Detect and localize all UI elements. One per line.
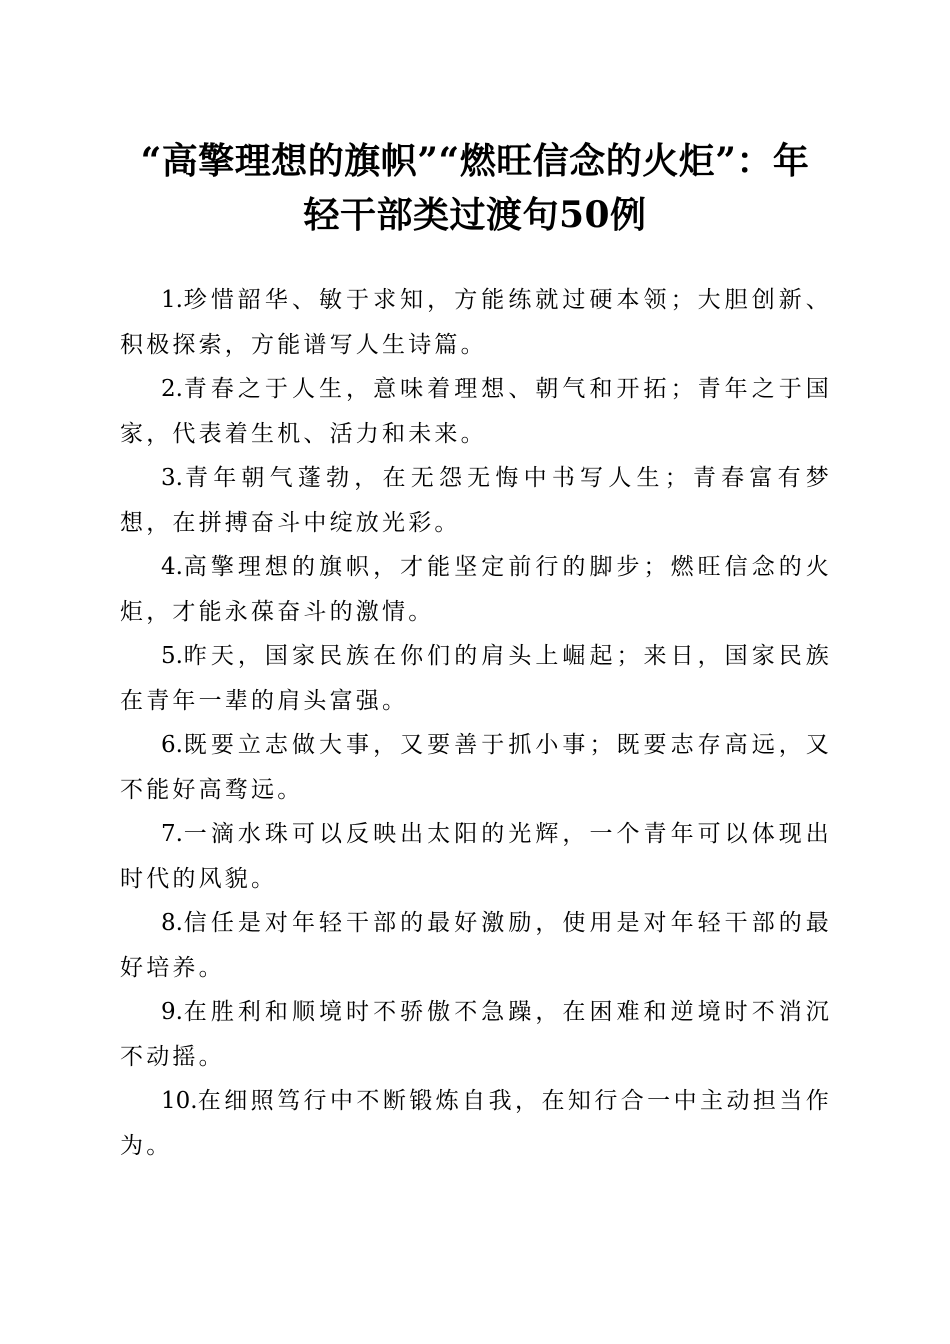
item-text: 一滴水珠可以反映出太阳的光辉，一个青年可以体现出时代的风貌。 [120, 821, 832, 892]
list-item [120, 1079, 832, 1168]
list-item [120, 812, 832, 901]
list-item [120, 990, 832, 1079]
item-number: 8. [161, 910, 183, 936]
item-number: 9. [161, 999, 183, 1025]
list-item [120, 456, 832, 545]
item-number: 1. [161, 287, 183, 313]
item-number: 2. [161, 376, 183, 402]
item-number: 4. [161, 554, 183, 580]
item-number: 5. [161, 643, 183, 669]
item-text: 信任是对年轻干部的最好激励，使用是对年轻干部的最好培养。 [120, 910, 832, 981]
item-text: 昨天，国家民族在你们的肩头上崛起；来日，国家民族在青年一辈的肩头富强。 [120, 643, 832, 714]
list-item [120, 367, 832, 456]
title-line-2: 轻干部类过渡句50例 [303, 194, 647, 236]
item-text: 青年朝气蓬勃，在无怨无悔中书写人生；青春富有梦想，在拼搏奋斗中绽放光彩。 [120, 465, 832, 536]
item-text: 高擎理想的旗帜，才能坚定前行的脚步；燃旺信念的火炬，才能永葆奋斗的激情。 [120, 554, 832, 625]
item-text: 青春之于人生，意味着理想、朝气和开拓；青年之于国家，代表着生机、活力和未来。 [120, 376, 832, 447]
item-number: 10. [161, 1088, 198, 1114]
item-number: 7. [161, 821, 183, 847]
item-text: 在细照笃行中不断锻炼自我，在知行合一中主动担当作为。 [120, 1088, 832, 1159]
list-item [120, 634, 832, 723]
list-item [120, 901, 832, 990]
list-item [120, 723, 832, 812]
item-text: 既要立志做大事，又要善于抓小事；既要志存高远，又不能好高骛远。 [120, 732, 832, 803]
item-number: 3. [161, 465, 183, 491]
list-item [120, 545, 832, 634]
title-line-1: “高擎理想的旗帜”“燃旺信念的火炬”：年 [140, 140, 810, 182]
transition-sentence-list [120, 278, 832, 1168]
item-text: 在胜利和顺境时不骄傲不急躁，在困难和逆境时不消沉不动摇。 [120, 999, 832, 1070]
list-item [120, 278, 832, 367]
item-number: 6. [161, 732, 183, 758]
document-title [110, 134, 840, 242]
item-text: 珍惜韶华、敏于求知，方能练就过硬本领；大胆创新、积极探索，方能谱写人生诗篇。 [120, 287, 832, 358]
